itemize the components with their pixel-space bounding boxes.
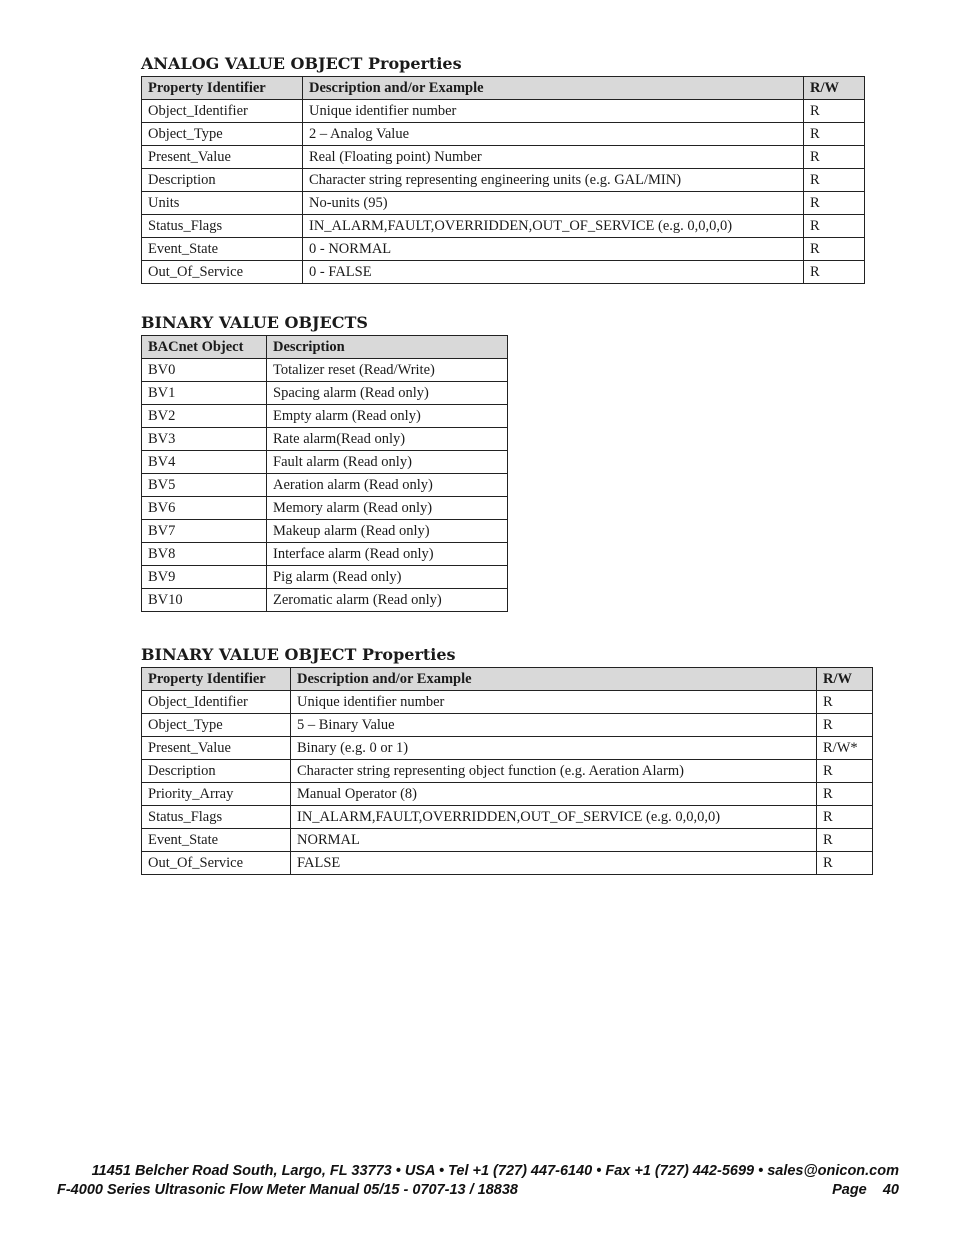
table-cell: Event_State — [142, 829, 291, 852]
footer-manual-line — [57, 1182, 899, 1198]
table-row — [142, 543, 508, 566]
table-header-row — [142, 336, 508, 359]
table-cell: BV5 — [142, 474, 267, 497]
table-row — [142, 146, 865, 169]
table-row — [142, 806, 873, 829]
table-cell: Object_Identifier — [142, 691, 291, 714]
table-cell: Present_Value — [142, 737, 291, 760]
analog-section-title: ANALOG VALUE OBJECT Properties — [141, 54, 462, 73]
page-number: Page 40 — [832, 1182, 899, 1198]
table-cell: IN_ALARM,FAULT,OVERRIDDEN,OUT_OF_SERVICE (e.g. 0,0,0,0) — [291, 806, 817, 829]
table-row — [142, 714, 873, 737]
table-header-row — [142, 668, 873, 691]
table-cell: BV4 — [142, 451, 267, 474]
table-cell: Object_Type — [142, 714, 291, 737]
table-cell: R/W* — [817, 737, 873, 760]
table-row — [142, 497, 508, 520]
table-row — [142, 405, 508, 428]
column-header: Description — [267, 336, 508, 359]
table-cell: Description — [142, 760, 291, 783]
table-cell: Pig alarm (Read only) — [267, 566, 508, 589]
table-cell: BV6 — [142, 497, 267, 520]
table-cell: BV0 — [142, 359, 267, 382]
table-cell: R — [804, 215, 865, 238]
table-cell: Rate alarm(Read only) — [267, 428, 508, 451]
table-cell: Interface alarm (Read only) — [267, 543, 508, 566]
table-cell: Totalizer reset (Read/Write) — [267, 359, 508, 382]
table-cell: Unique identifier number — [303, 100, 804, 123]
table-row — [142, 359, 508, 382]
table-cell: 0 - FALSE — [303, 261, 804, 284]
table-cell: Zeromatic alarm (Read only) — [267, 589, 508, 612]
table-row — [142, 589, 508, 612]
column-header: R/W — [817, 668, 873, 691]
analog-properties-table — [141, 76, 865, 284]
table-cell: 2 – Analog Value — [303, 123, 804, 146]
table-row — [142, 192, 865, 215]
table-cell: R — [804, 123, 865, 146]
table-row — [142, 474, 508, 497]
footer-address: 11451 Belcher Road South, Largo, FL 33773 • USA • Tel +1 (727) 447-6140 • Fax +1 (727) 442-5699 • sales@onicon.com — [91, 1163, 899, 1179]
table-cell: R — [817, 852, 873, 875]
table-cell: BV9 — [142, 566, 267, 589]
table-row — [142, 691, 873, 714]
binary-objects-table — [141, 335, 508, 612]
table-cell: Object_Identifier — [142, 100, 303, 123]
table-row — [142, 829, 873, 852]
table-cell: BV10 — [142, 589, 267, 612]
table-cell: Status_Flags — [142, 806, 291, 829]
table-cell: Character string representing object function (e.g. Aeration Alarm) — [291, 760, 817, 783]
table-cell: NORMAL — [291, 829, 817, 852]
table-header-row — [142, 77, 865, 100]
table-cell: Manual Operator (8) — [291, 783, 817, 806]
table-cell: BV2 — [142, 405, 267, 428]
column-header: BACnet Object — [142, 336, 267, 359]
binary-objects-section-title: BINARY VALUE OBJECTS — [141, 313, 368, 332]
table-cell: Spacing alarm (Read only) — [267, 382, 508, 405]
column-header: Description and/or Example — [291, 668, 817, 691]
table-cell: Description — [142, 169, 303, 192]
table-cell: Real (Floating point) Number — [303, 146, 804, 169]
table-cell: R — [817, 760, 873, 783]
table-cell: Empty alarm (Read only) — [267, 405, 508, 428]
table-cell: R — [817, 691, 873, 714]
table-row — [142, 169, 865, 192]
table-cell: R — [804, 169, 865, 192]
table-cell: Unique identifier number — [291, 691, 817, 714]
table-cell: Out_Of_Service — [142, 261, 303, 284]
table-row — [142, 261, 865, 284]
table-row — [142, 428, 508, 451]
footer-manual-title: F-4000 Series Ultrasonic Flow Meter Manual 05/15 - 0707-13 / 18838 — [57, 1182, 518, 1198]
table-cell: R — [804, 192, 865, 215]
table-row — [142, 100, 865, 123]
table-cell: Status_Flags — [142, 215, 303, 238]
table-cell: R — [817, 714, 873, 737]
table-cell: Object_Type — [142, 123, 303, 146]
table-row — [142, 520, 508, 543]
table-row — [142, 238, 865, 261]
table-cell: Out_Of_Service — [142, 852, 291, 875]
table-cell: R — [817, 806, 873, 829]
table-cell: R — [804, 100, 865, 123]
table-cell: BV7 — [142, 520, 267, 543]
column-header: Property Identifier — [142, 77, 303, 100]
table-cell: R — [804, 238, 865, 261]
table-cell: FALSE — [291, 852, 817, 875]
table-cell: BV8 — [142, 543, 267, 566]
table-cell: 0 - NORMAL — [303, 238, 804, 261]
binary-properties-table — [141, 667, 873, 875]
table-cell: BV3 — [142, 428, 267, 451]
table-row — [142, 123, 865, 146]
table-cell: Aeration alarm (Read only) — [267, 474, 508, 497]
table-cell: Priority_Array — [142, 783, 291, 806]
table-cell: Character string representing engineering units (e.g. GAL/MIN) — [303, 169, 804, 192]
column-header: Description and/or Example — [303, 77, 804, 100]
table-row — [142, 852, 873, 875]
table-row — [142, 760, 873, 783]
table-cell: R — [804, 261, 865, 284]
column-header: R/W — [804, 77, 865, 100]
binary-props-section-title: BINARY VALUE OBJECT Properties — [141, 645, 456, 664]
column-header: Property Identifier — [142, 668, 291, 691]
table-row — [142, 737, 873, 760]
table-cell: IN_ALARM,FAULT,OVERRIDDEN,OUT_OF_SERVICE (e.g. 0,0,0,0) — [303, 215, 804, 238]
table-row — [142, 215, 865, 238]
table-row — [142, 783, 873, 806]
table-cell: BV1 — [142, 382, 267, 405]
table-cell: 5 – Binary Value — [291, 714, 817, 737]
table-cell: R — [817, 783, 873, 806]
table-row — [142, 382, 508, 405]
table-cell: Binary (e.g. 0 or 1) — [291, 737, 817, 760]
table-row — [142, 451, 508, 474]
table-row — [142, 566, 508, 589]
table-cell: R — [817, 829, 873, 852]
table-cell: Present_Value — [142, 146, 303, 169]
table-cell: No-units (95) — [303, 192, 804, 215]
table-cell: Memory alarm (Read only) — [267, 497, 508, 520]
table-cell: Makeup alarm (Read only) — [267, 520, 508, 543]
table-cell: Units — [142, 192, 303, 215]
table-cell: R — [804, 146, 865, 169]
table-cell: Fault alarm (Read only) — [267, 451, 508, 474]
table-cell: Event_State — [142, 238, 303, 261]
